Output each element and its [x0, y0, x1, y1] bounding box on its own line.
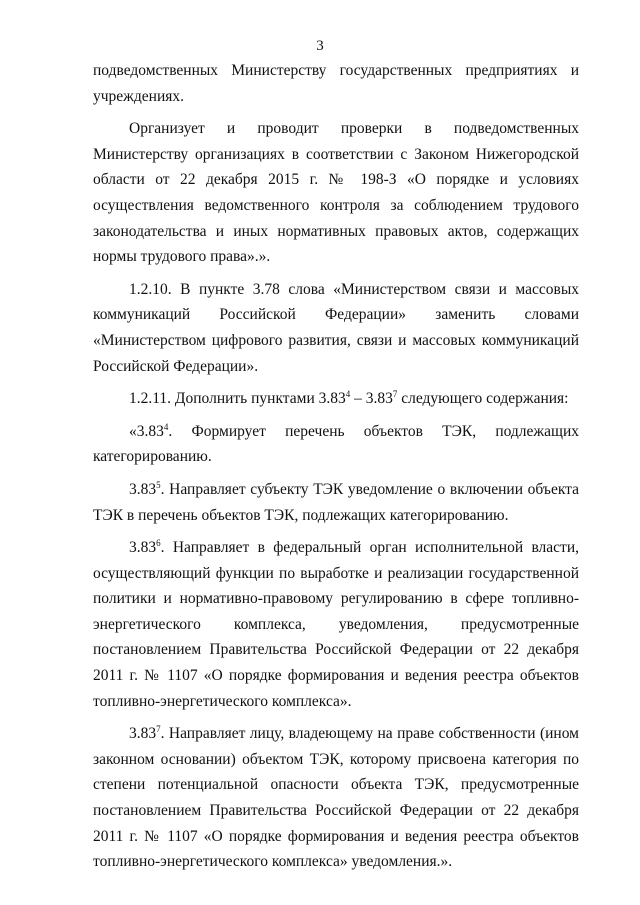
superscript: 6 — [156, 538, 161, 549]
superscript: 7 — [392, 389, 398, 400]
superscript: 4 — [163, 421, 169, 432]
paragraph-text: 3.83 — [129, 539, 157, 557]
paragraph-text: следующего содержания: — [397, 390, 569, 408]
document-body — [93, 58, 579, 882]
page-number: 3 — [316, 38, 324, 54]
paragraph-1-2-10: 1.2.10. В пункте 3.78 слова «Министерством связи и массовых коммуникаций Российской Федерации» заменить словами «Министерством цифрового развития, связи и массовых коммуникаций Российской Федерации». — [93, 280, 579, 375]
paragraph-3-83-5 — [93, 477, 579, 528]
paragraph-text: 1.2.11. Дополнить пунктами 3.83 — [129, 390, 346, 408]
paragraph-text: 3.83 — [129, 480, 157, 498]
superscript: 4 — [345, 389, 351, 400]
superscript: 7 — [156, 724, 161, 735]
paragraph-3-83-6 — [93, 535, 579, 714]
paragraph-text: . Формирует перечень объектов ТЭК, подлежащих категорированию. — [93, 422, 579, 466]
paragraph-3-83-4 — [93, 419, 579, 470]
paragraph-text: . Направляет в федеральный орган исполнительной власти, осуществляющий функции по выработке и реализации государственной политики и нормативно-правовому регулированию в сфере топливно-энергетического комплекса, уведомления, предусмотренные постановлением Правительства Российской Федерации от 22 декабря 2011 г. № 1107 «О порядке формирования и ведения реестра объектов топливно-энергетического комплекса». — [93, 539, 579, 710]
paragraph-text: – 3.83 — [350, 390, 393, 408]
paragraph-text: . Направляет субъекту ТЭК уведомление о включении объекта ТЭК в перечень объектов ТЭК, подлежащих категорированию. — [93, 480, 579, 524]
paragraph-1-2-11 — [93, 386, 579, 412]
paragraph-inspections: Организует и проводит проверки в подведомственных Министерству организациях в соответствии с Законом Нижегородской области от 22 декабря 2015 г. № 198-З «О порядке и условиях осуществления ведомственного контроля за соблюдением трудового законодательства и иных нормативных правовых актов, содержащих нормы трудового права».». — [93, 120, 579, 266]
paragraph-text: «3.83 — [129, 422, 164, 440]
superscript: 5 — [156, 479, 161, 490]
paragraph-3-83-7 — [93, 721, 579, 875]
paragraph-continuation: подведомственных Министерству государственных предприятиях и учреждениях. — [93, 62, 579, 105]
paragraph-text: . Направляет лицу, владеющему на праве собственности (ином законном основании) объектом ТЭК, которому присвоена категория по степени потенциальной опасности объекта ТЭК, предусмотренные постановлением Правительства Российской Федерации от 22 декабря 2011 г. № 1107 «О порядке формирования и ведения реестра объектов топливно-энергетического комплекса» уведомления.». — [93, 725, 579, 871]
paragraph-text: 3.83 — [129, 725, 157, 743]
